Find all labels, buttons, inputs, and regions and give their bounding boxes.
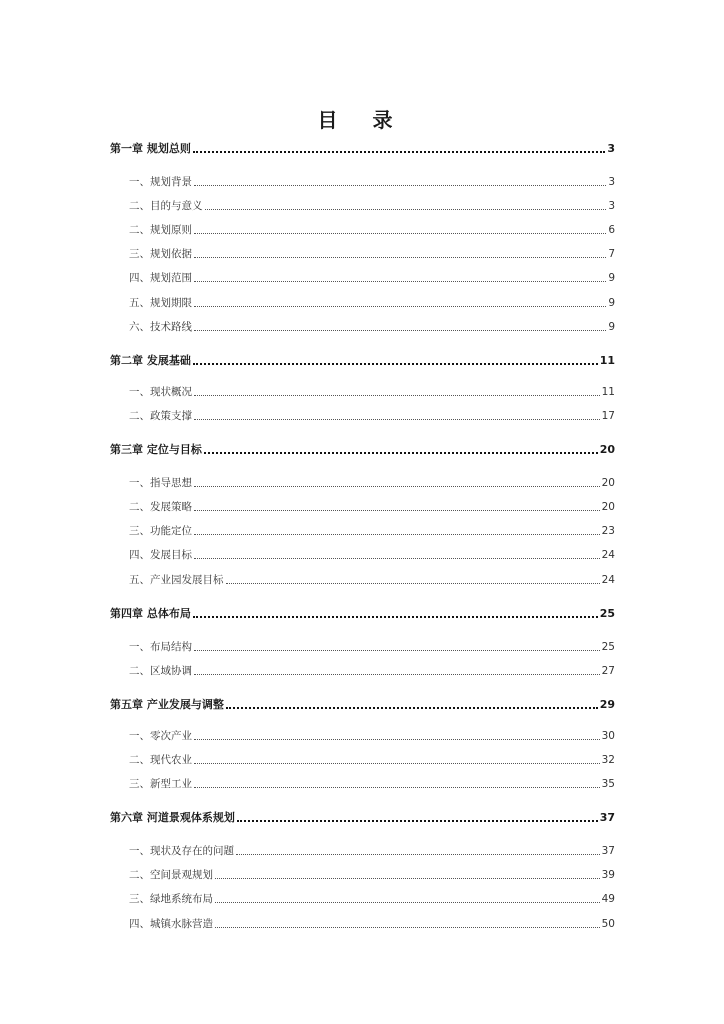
toc-entry-label: 二、政策支撑 <box>129 410 192 422</box>
toc-chapter-entry[interactable] <box>110 140 615 156</box>
toc-entry-label: 一、零次产业 <box>129 730 192 742</box>
dot-leader <box>194 232 606 234</box>
toc-page-number: 17 <box>601 410 615 422</box>
toc-section-entry[interactable] <box>110 173 615 189</box>
toc-chapter-entry[interactable] <box>110 352 615 368</box>
toc-section-entry[interactable] <box>110 775 615 791</box>
toc-entry-label: 三、功能定位 <box>129 525 192 537</box>
toc-page-number: 11 <box>601 386 615 398</box>
toc-entry-label: 二、空间景观规划 <box>129 869 213 881</box>
toc-page-number: 20 <box>601 501 615 513</box>
toc-page-number: 29 <box>599 698 615 711</box>
toc-section-entry[interactable] <box>110 638 615 654</box>
dot-leader <box>193 150 606 153</box>
dot-leader <box>194 280 606 282</box>
dot-leader <box>193 362 598 365</box>
toc-page-number: 37 <box>599 811 615 824</box>
toc-entry-label: 第三章 定位与目标 <box>110 443 202 456</box>
dot-leader <box>226 582 600 584</box>
toc-page-number: 50 <box>601 918 615 930</box>
dot-leader <box>226 706 598 709</box>
dot-leader <box>194 557 600 559</box>
toc-page-number: 20 <box>599 443 615 456</box>
toc-page-number: 35 <box>601 778 615 790</box>
toc-entry-label: 二、规划原则 <box>129 224 192 236</box>
toc-entry-label: 二、发展策略 <box>129 501 192 513</box>
toc-section-entry[interactable] <box>110 727 615 743</box>
toc-entry-label: 二、目的与意义 <box>129 200 203 212</box>
toc-section-entry[interactable] <box>110 751 615 767</box>
dot-leader <box>194 256 606 258</box>
dot-leader <box>215 877 600 879</box>
toc-section-entry[interactable] <box>110 522 615 538</box>
toc-page-number: 24 <box>601 574 615 586</box>
toc-page-number: 24 <box>601 549 615 561</box>
toc-section-entry[interactable] <box>110 245 615 261</box>
toc-entry-label: 三、绿地系统布局 <box>129 893 213 905</box>
toc-page-number: 27 <box>601 665 615 677</box>
toc-entry-label: 五、产业园发展目标 <box>129 574 224 586</box>
toc-section-entry[interactable] <box>110 221 615 237</box>
dot-leader <box>194 184 606 186</box>
toc-entry-label: 一、规划背景 <box>129 176 192 188</box>
toc-section-entry[interactable] <box>110 571 615 587</box>
toc-entry-label: 四、城镇水脉营造 <box>129 918 213 930</box>
toc-entry-label: 四、规划范围 <box>129 272 192 284</box>
dot-leader <box>194 485 600 487</box>
toc-page-number: 9 <box>608 321 615 333</box>
toc-chapter-entry[interactable] <box>110 809 615 825</box>
toc-section-entry[interactable] <box>110 294 615 310</box>
toc-page-number: 3 <box>607 142 615 155</box>
toc-entry-label: 第四章 总体布局 <box>110 607 191 620</box>
dot-leader <box>237 819 598 822</box>
dot-leader <box>194 418 600 420</box>
dot-leader <box>194 738 600 740</box>
toc-section-entry[interactable] <box>110 866 615 882</box>
toc-section-entry[interactable] <box>110 842 615 858</box>
toc-title: 目 录 <box>317 108 407 132</box>
toc-entry-label: 三、规划依据 <box>129 248 192 260</box>
toc-section-entry[interactable] <box>110 383 615 399</box>
toc-chapter-entry[interactable] <box>110 441 615 457</box>
toc-section-entry[interactable] <box>110 546 615 562</box>
dot-leader <box>194 394 600 396</box>
toc-page-number: 32 <box>601 754 615 766</box>
toc-chapter-entry[interactable] <box>110 696 615 712</box>
toc-page-number: 6 <box>608 224 615 236</box>
toc-section-entry[interactable] <box>110 318 615 334</box>
toc-section-entry[interactable] <box>110 915 615 931</box>
toc-page-number: 9 <box>608 297 615 309</box>
dot-leader <box>215 926 600 928</box>
dot-leader <box>193 615 598 618</box>
dot-leader <box>194 329 606 331</box>
toc-section-entry[interactable] <box>110 197 615 213</box>
toc-entry-label: 一、指导思想 <box>129 477 192 489</box>
dot-leader <box>194 762 600 764</box>
dot-leader <box>205 208 607 210</box>
dot-leader <box>194 509 600 511</box>
toc-page-number: 30 <box>601 730 615 742</box>
toc-page-number: 23 <box>601 525 615 537</box>
toc-entry-label: 第一章 规划总则 <box>110 142 191 155</box>
dot-leader <box>236 853 600 855</box>
toc-entry-label: 二、区域协调 <box>129 665 192 677</box>
toc-section-entry[interactable] <box>110 474 615 490</box>
dot-leader <box>215 901 600 903</box>
toc-section-entry[interactable] <box>110 662 615 678</box>
toc-entry-label: 四、发展目标 <box>129 549 192 561</box>
toc-entry-label: 第五章 产业发展与调整 <box>110 698 224 711</box>
toc-entry-label: 三、新型工业 <box>129 778 192 790</box>
toc-page-number: 25 <box>599 607 615 620</box>
dot-leader <box>194 649 600 651</box>
toc-page-number: 11 <box>599 354 615 367</box>
toc-page-number: 25 <box>601 641 615 653</box>
toc-section-entry[interactable] <box>110 407 615 423</box>
toc-section-entry[interactable] <box>110 269 615 285</box>
dot-leader <box>194 786 600 788</box>
toc-entry-label: 一、布局结构 <box>129 641 192 653</box>
dot-leader <box>204 451 598 454</box>
toc-section-entry[interactable] <box>110 498 615 514</box>
toc-section-entry[interactable] <box>110 890 615 906</box>
toc-entry-label: 第六章 河道景观体系规划 <box>110 811 235 824</box>
toc-page-number: 49 <box>601 893 615 905</box>
toc-entry-label: 二、现代农业 <box>129 754 192 766</box>
dot-leader <box>194 305 606 307</box>
toc-entry-label: 第二章 发展基础 <box>110 354 191 367</box>
toc-chapter-entry[interactable] <box>110 605 615 621</box>
toc-page-number: 9 <box>608 272 615 284</box>
toc-page-number: 7 <box>608 248 615 260</box>
dot-leader <box>194 673 600 675</box>
toc-page-number: 3 <box>608 176 615 188</box>
toc-entry-label: 一、现状及存在的问题 <box>129 845 234 857</box>
toc-page-number: 37 <box>601 845 615 857</box>
dot-leader <box>194 533 600 535</box>
toc-entry-label: 一、现状概况 <box>129 386 192 398</box>
toc-page-number: 39 <box>601 869 615 881</box>
toc-page-number: 20 <box>601 477 615 489</box>
toc-entry-label: 五、规划期限 <box>129 297 192 309</box>
toc-page-number: 3 <box>608 200 615 212</box>
toc-entry-label: 六、技术路线 <box>129 321 192 333</box>
